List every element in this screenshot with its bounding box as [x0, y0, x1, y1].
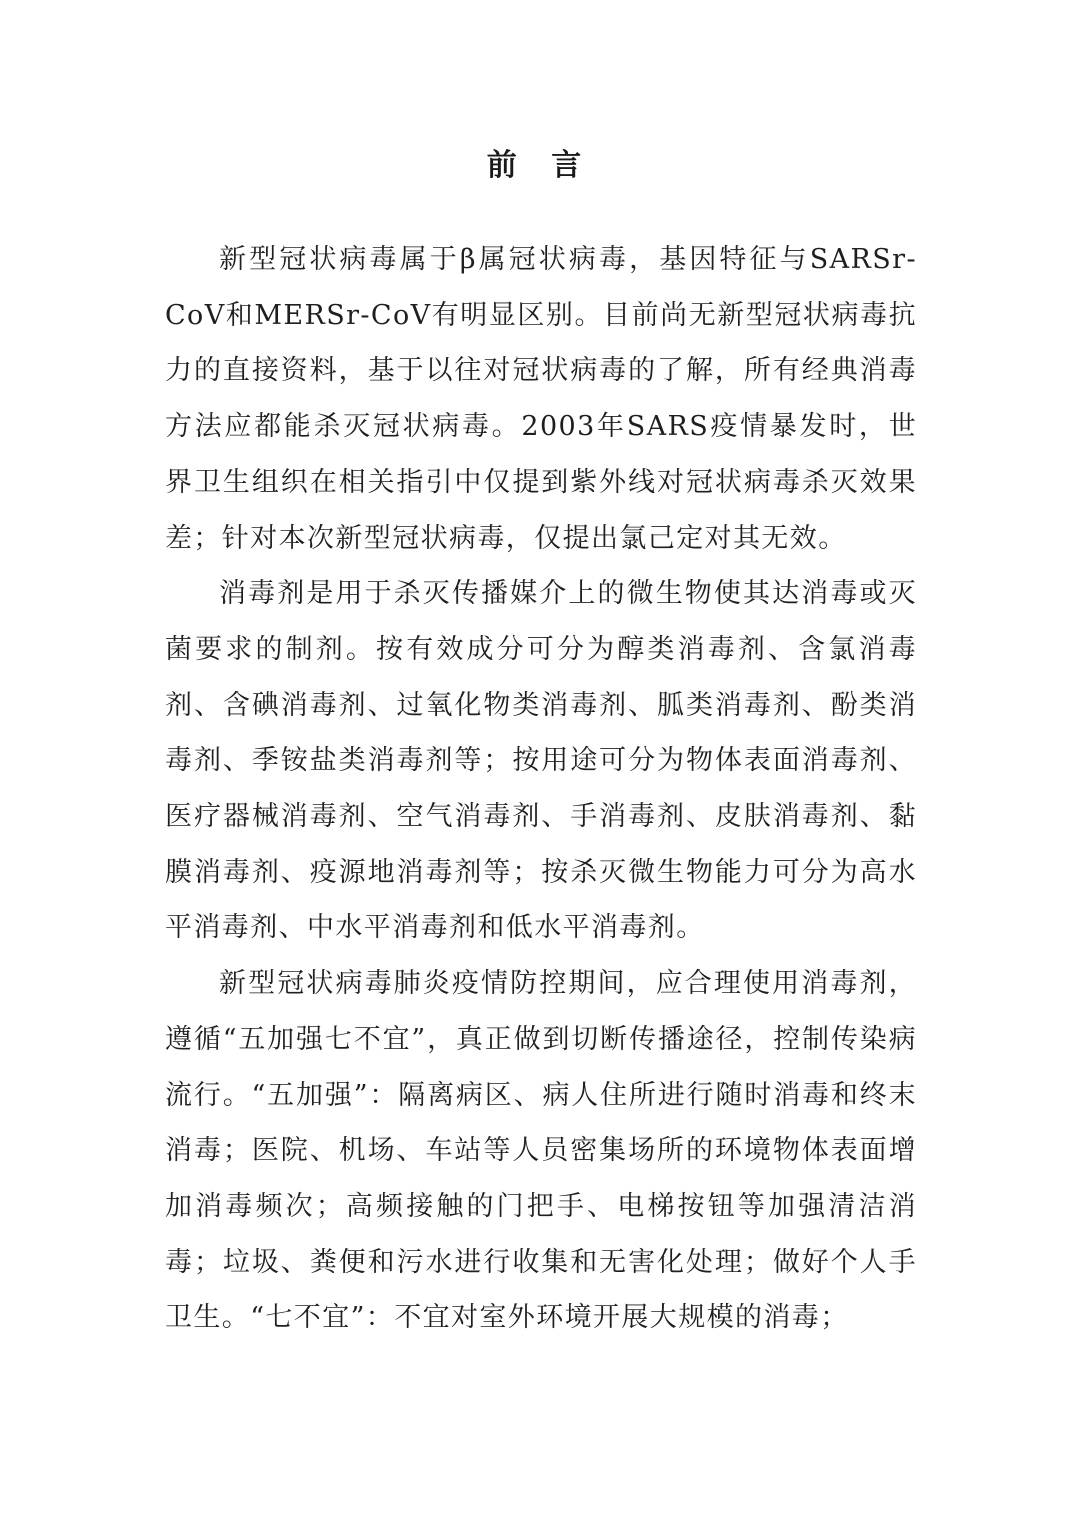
paragraph-prevention-principles: 新型冠状病毒肺炎疫情防控期间，应合理使用消毒剂，遵循“五加强七不宜”，真正做到切断传播途径，控制传染病流行。“五加强”：隔离病区、病人住所进行随时消毒和终末消毒；医院、机场、车站等人员密集场所的环境物体表面增加消毒频次；高频接触的门把手、电梯按钮等加强清洁消毒；垃圾、粪便和污水进行收集和无害化处理；做好个人手卫生。“七不宜”：不宜对室外环境开展大规模的消毒； [165, 968, 917, 1334]
page-title: 前 言 [486, 148, 594, 183]
paragraph-disinfectant-types: 消毒剂是用于杀灭传播媒介上的微生物使其达消毒或灭菌要求的制剂。按有效成分可分为醇类消毒剂、含氯消毒剂、含碘消毒剂、过氧化物类消毒剂、胍类消毒剂、酚类消毒剂、季铵盐类消毒剂等；按用途可分为物体表面消毒剂、医疗器械消毒剂、空气消毒剂、手消毒剂、皮肤消毒剂、黏膜消毒剂、疫源地消毒剂等；按杀灭微生物能力可分为高水平消毒剂、中水平消毒剂和低水平消毒剂。 [165, 578, 917, 944]
body-text [165, 232, 917, 1346]
paragraph-virus-background: 新型冠状病毒属于β属冠状病毒，基因特征与SARSr-CoV和MERSr-CoV有明显区别。目前尚无新型冠状病毒抗力的直接资料，基于以往对冠状病毒的了解，所有经典消毒方法应都能杀灭冠状病毒。2003年SARS疫情暴发时，世界卫生组织在相关指引中仅提到紫外线对冠状病毒杀灭效果差；针对本次新型冠状病毒，仅提出氯己定对其无效。 [165, 244, 917, 554]
